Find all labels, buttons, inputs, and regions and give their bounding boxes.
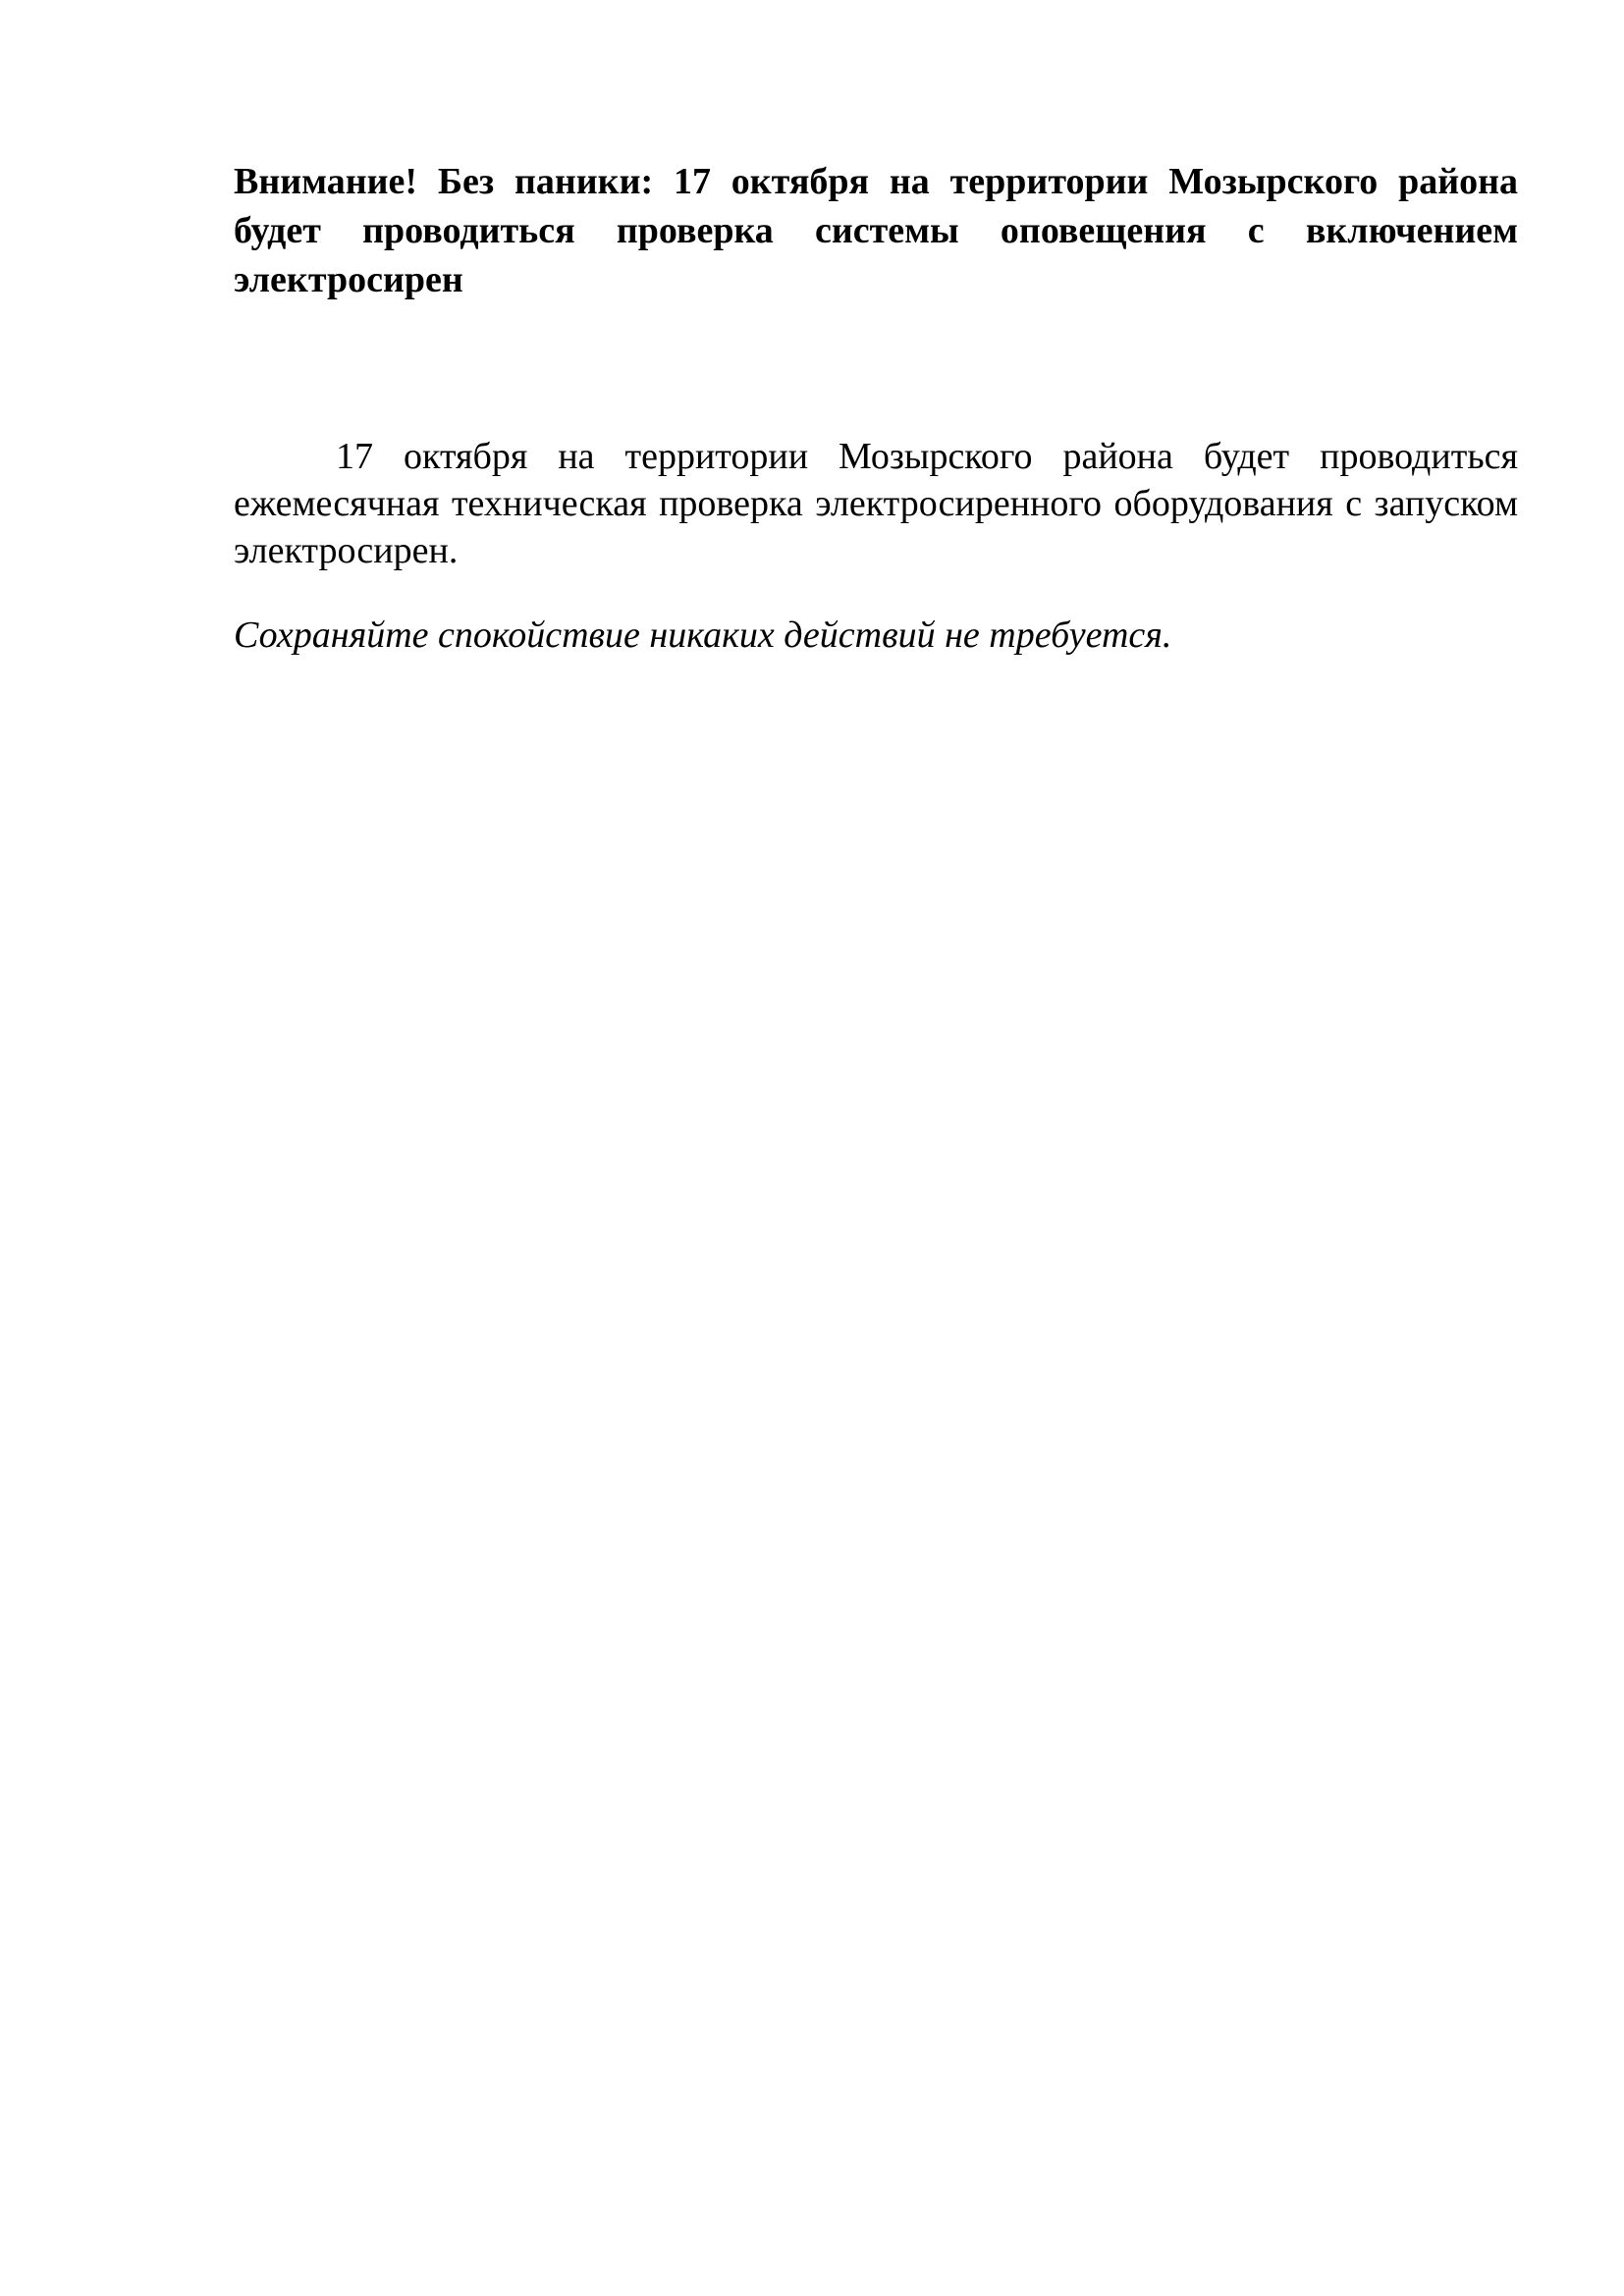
document-title: Внимание! Без паники: 17 октября на территории Мозырского района будет проводиться проверка системы оповещения с включением электросирен — [234, 161, 1518, 300]
document-content — [234, 157, 1518, 659]
body-paragraph: 17 октября на территории Мозырского района будет проводиться ежемесячная техническая проверка электросиренного оборудования с запуском электросирен. — [234, 436, 1518, 571]
italic-note: Сохраняйте спокойствие никаких действий не требуется. — [234, 614, 1172, 656]
